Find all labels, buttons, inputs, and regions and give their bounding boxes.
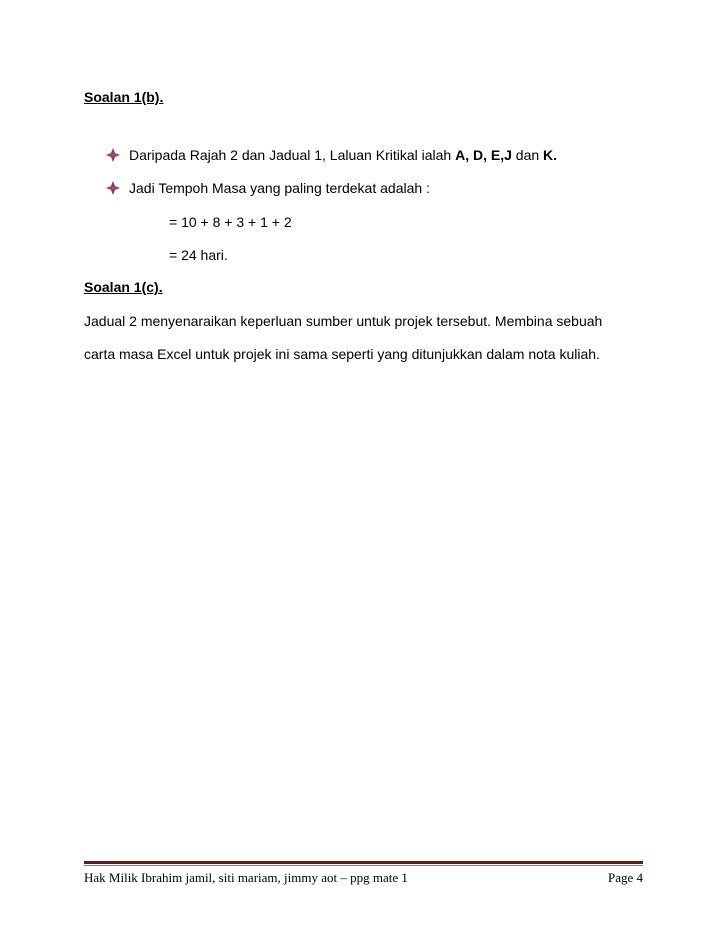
- equation-result: = 24 hari.: [169, 247, 228, 263]
- section-heading-1b: Soalan 1(b).: [84, 89, 164, 105]
- paragraph-line: Jadual 2 menyenaraikan keperluan sumber untuk projek tersebut. Membina sebuah: [84, 313, 603, 329]
- section-heading-1c: Soalan 1(c).: [84, 279, 163, 295]
- critical-path-last-activity: K.: [543, 147, 558, 163]
- paragraph-line: carta masa Excel untuk projek ini sama seperti yang ditunjukkan dalam nota kuliah.: [84, 346, 600, 362]
- conjunction-text: dan: [511, 147, 544, 163]
- bullet-critical-path: [129, 146, 557, 164]
- diamond-bullet-icon: [106, 148, 120, 162]
- diamond-bullet-icon: [106, 181, 120, 195]
- bullet-shortest-time: Jadi Tempoh Masa yang paling terdekat adalah :: [129, 180, 430, 196]
- footer-copyright: Hak Milik Ibrahim jamil, siti mariam, jimmy aot – ppg mate 1: [84, 870, 408, 885]
- bullet-critical-path-text: Daripada Rajah 2 dan Jadual 1, Laluan Kritikal ialah: [129, 147, 456, 163]
- equation-sum: = 10 + 8 + 3 + 1 + 2: [169, 214, 292, 230]
- page-number: Page 4: [607, 870, 643, 885]
- footer-rule-thick: [84, 861, 643, 864]
- critical-path-activities: A, D, E,J: [455, 147, 512, 163]
- footer-rule-thin: [84, 865, 643, 866]
